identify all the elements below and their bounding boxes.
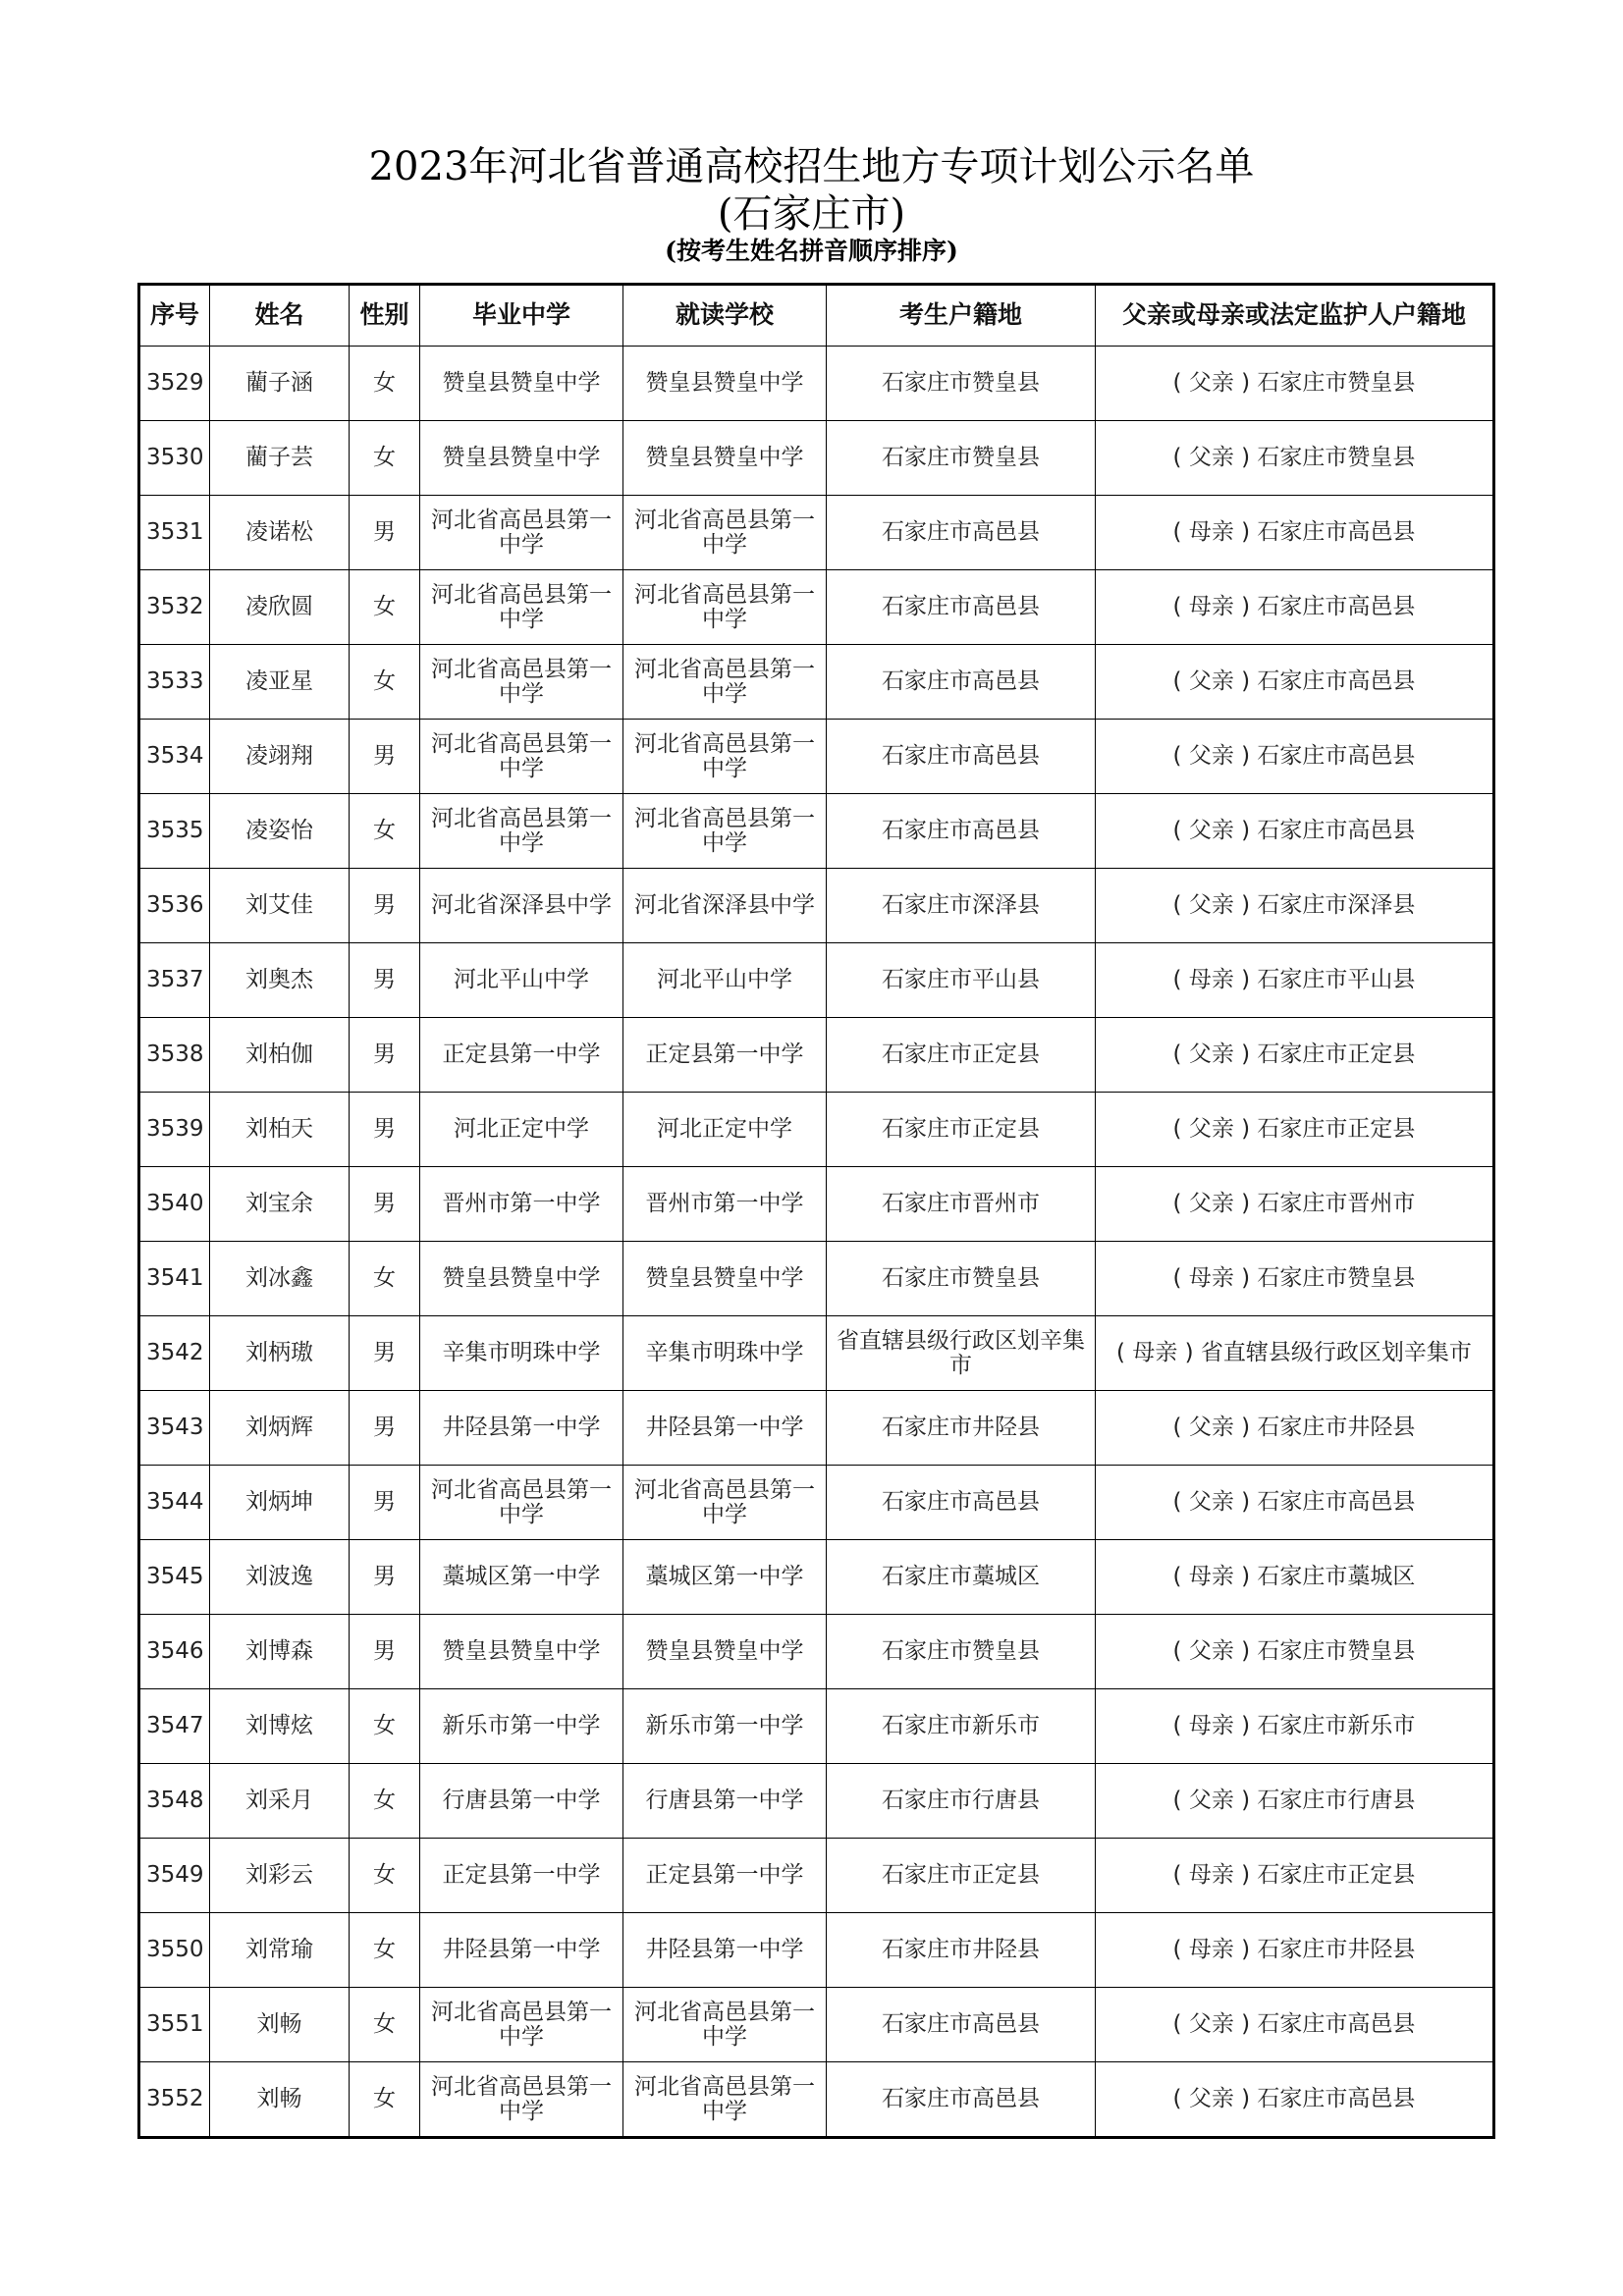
table-row bbox=[139, 1839, 1494, 1913]
cell-name: 刘柄璈 bbox=[210, 1316, 350, 1391]
cell-current-school: 赞皇县赞皇中学 bbox=[623, 421, 827, 496]
cell-serial: 3551 bbox=[139, 1988, 210, 2062]
header-guardian-residence: 父亲或母亲或法定监护人户籍地 bbox=[1096, 285, 1494, 347]
cell-gender: 男 bbox=[350, 720, 420, 794]
cell-name: 凌欣圆 bbox=[210, 570, 350, 645]
cell-serial: 3547 bbox=[139, 1689, 210, 1764]
cell-gender: 男 bbox=[350, 1167, 420, 1242]
cell-gender: 男 bbox=[350, 1018, 420, 1093]
cell-gender: 女 bbox=[350, 1242, 420, 1316]
cell-guardian-residence: ( 母亲 ) 石家庄市藁城区 bbox=[1096, 1540, 1494, 1615]
cell-serial: 3539 bbox=[139, 1093, 210, 1167]
header-student-residence: 考生户籍地 bbox=[827, 285, 1096, 347]
cell-graduation-school: 赞皇县赞皇中学 bbox=[420, 421, 623, 496]
cell-serial: 3549 bbox=[139, 1839, 210, 1913]
cell-student-residence: 石家庄市正定县 bbox=[827, 1839, 1096, 1913]
header-graduation-school: 毕业中学 bbox=[420, 285, 623, 347]
table-row bbox=[139, 1167, 1494, 1242]
cell-graduation-school: 井陉县第一中学 bbox=[420, 1913, 623, 1988]
cell-serial: 3538 bbox=[139, 1018, 210, 1093]
cell-name: 刘冰鑫 bbox=[210, 1242, 350, 1316]
cell-guardian-residence: ( 父亲 ) 石家庄市正定县 bbox=[1096, 1093, 1494, 1167]
cell-guardian-residence: ( 母亲 ) 石家庄市井陉县 bbox=[1096, 1913, 1494, 1988]
cell-gender: 男 bbox=[350, 1466, 420, 1540]
cell-student-residence: 石家庄市深泽县 bbox=[827, 869, 1096, 943]
cell-name: 刘艾佳 bbox=[210, 869, 350, 943]
cell-student-residence: 石家庄市正定县 bbox=[827, 1093, 1096, 1167]
cell-name: 刘畅 bbox=[210, 1988, 350, 2062]
document-title: 2023年河北省普通高校招生地方专项计划公示名单 bbox=[368, 144, 1255, 189]
cell-guardian-residence: ( 母亲 ) 石家庄市正定县 bbox=[1096, 1839, 1494, 1913]
cell-guardian-residence: ( 母亲 ) 省直辖县级行政区划辛集市 bbox=[1096, 1316, 1494, 1391]
cell-serial: 3544 bbox=[139, 1466, 210, 1540]
header-gender: 性别 bbox=[350, 285, 420, 347]
cell-name: 刘柏天 bbox=[210, 1093, 350, 1167]
cell-gender: 女 bbox=[350, 645, 420, 720]
cell-gender: 女 bbox=[350, 1689, 420, 1764]
table-row bbox=[139, 943, 1494, 1018]
cell-name: 刘炳坤 bbox=[210, 1466, 350, 1540]
header-name: 姓名 bbox=[210, 285, 350, 347]
cell-name: 刘畅 bbox=[210, 2062, 350, 2138]
cell-name: 凌翊翔 bbox=[210, 720, 350, 794]
cell-student-residence: 石家庄市高邑县 bbox=[827, 1466, 1096, 1540]
cell-guardian-residence: ( 母亲 ) 石家庄市赞皇县 bbox=[1096, 1242, 1494, 1316]
cell-name: 刘波逸 bbox=[210, 1540, 350, 1615]
cell-name: 刘炳辉 bbox=[210, 1391, 350, 1466]
cell-student-residence: 石家庄市高邑县 bbox=[827, 570, 1096, 645]
cell-student-residence: 石家庄市高邑县 bbox=[827, 720, 1096, 794]
cell-student-residence: 石家庄市高邑县 bbox=[827, 496, 1096, 570]
cell-guardian-residence: ( 父亲 ) 石家庄市赞皇县 bbox=[1096, 1615, 1494, 1689]
cell-current-school: 正定县第一中学 bbox=[623, 1839, 827, 1913]
cell-student-residence: 石家庄市井陉县 bbox=[827, 1391, 1096, 1466]
table-row bbox=[139, 2062, 1494, 2138]
cell-current-school: 河北省高邑县第一中学 bbox=[623, 1466, 827, 1540]
table-row bbox=[139, 1018, 1494, 1093]
cell-serial: 3534 bbox=[139, 720, 210, 794]
cell-student-residence: 石家庄市行唐县 bbox=[827, 1764, 1096, 1839]
cell-serial: 3535 bbox=[139, 794, 210, 869]
cell-current-school: 井陉县第一中学 bbox=[623, 1913, 827, 1988]
table-row bbox=[139, 720, 1494, 794]
cell-guardian-residence: ( 父亲 ) 石家庄市深泽县 bbox=[1096, 869, 1494, 943]
table-body bbox=[139, 347, 1494, 2138]
cell-current-school: 新乐市第一中学 bbox=[623, 1689, 827, 1764]
cell-graduation-school: 行唐县第一中学 bbox=[420, 1764, 623, 1839]
cell-guardian-residence: ( 父亲 ) 石家庄市高邑县 bbox=[1096, 794, 1494, 869]
cell-graduation-school: 藁城区第一中学 bbox=[420, 1540, 623, 1615]
cell-name: 刘采月 bbox=[210, 1764, 350, 1839]
cell-graduation-school: 新乐市第一中学 bbox=[420, 1689, 623, 1764]
cell-guardian-residence: ( 父亲 ) 石家庄市赞皇县 bbox=[1096, 421, 1494, 496]
cell-current-school: 河北省高邑县第一中学 bbox=[623, 496, 827, 570]
table-row bbox=[139, 1615, 1494, 1689]
cell-name: 刘奥杰 bbox=[210, 943, 350, 1018]
table-row bbox=[139, 347, 1494, 421]
cell-graduation-school: 赞皇县赞皇中学 bbox=[420, 1615, 623, 1689]
cell-guardian-residence: ( 母亲 ) 石家庄市平山县 bbox=[1096, 943, 1494, 1018]
cell-current-school: 河北省高邑县第一中学 bbox=[623, 794, 827, 869]
cell-serial: 3543 bbox=[139, 1391, 210, 1466]
cell-student-residence: 石家庄市井陉县 bbox=[827, 1913, 1096, 1988]
cell-serial: 3531 bbox=[139, 496, 210, 570]
cell-gender: 女 bbox=[350, 1764, 420, 1839]
cell-name: 刘常瑜 bbox=[210, 1913, 350, 1988]
cell-current-school: 河北省高邑县第一中学 bbox=[623, 1988, 827, 2062]
cell-current-school: 河北省高邑县第一中学 bbox=[623, 645, 827, 720]
table-row bbox=[139, 794, 1494, 869]
cell-serial: 3541 bbox=[139, 1242, 210, 1316]
cell-name: 刘宝余 bbox=[210, 1167, 350, 1242]
cell-current-school: 藁城区第一中学 bbox=[623, 1540, 827, 1615]
table-row bbox=[139, 1316, 1494, 1391]
cell-guardian-residence: ( 父亲 ) 石家庄市行唐县 bbox=[1096, 1764, 1494, 1839]
cell-student-residence: 石家庄市平山县 bbox=[827, 943, 1096, 1018]
cell-current-school: 河北正定中学 bbox=[623, 1093, 827, 1167]
cell-serial: 3545 bbox=[139, 1540, 210, 1615]
cell-name: 刘博炫 bbox=[210, 1689, 350, 1764]
cell-serial: 3530 bbox=[139, 421, 210, 496]
cell-gender: 男 bbox=[350, 1540, 420, 1615]
cell-graduation-school: 河北省深泽县中学 bbox=[420, 869, 623, 943]
cell-gender: 女 bbox=[350, 1988, 420, 2062]
cell-graduation-school: 河北正定中学 bbox=[420, 1093, 623, 1167]
cell-current-school: 河北平山中学 bbox=[623, 943, 827, 1018]
cell-serial: 3540 bbox=[139, 1167, 210, 1242]
cell-guardian-residence: ( 父亲 ) 石家庄市高邑县 bbox=[1096, 1988, 1494, 2062]
cell-graduation-school: 河北省高邑县第一中学 bbox=[420, 1988, 623, 2062]
cell-graduation-school: 辛集市明珠中学 bbox=[420, 1316, 623, 1391]
cell-serial: 3542 bbox=[139, 1316, 210, 1391]
cell-graduation-school: 赞皇县赞皇中学 bbox=[420, 347, 623, 421]
cell-guardian-residence: ( 母亲 ) 石家庄市高邑县 bbox=[1096, 496, 1494, 570]
cell-current-school: 赞皇县赞皇中学 bbox=[623, 347, 827, 421]
cell-guardian-residence: ( 父亲 ) 石家庄市高邑县 bbox=[1096, 1466, 1494, 1540]
cell-current-school: 河北省深泽县中学 bbox=[623, 869, 827, 943]
cell-serial: 3550 bbox=[139, 1913, 210, 1988]
cell-graduation-school: 河北省高邑县第一中学 bbox=[420, 496, 623, 570]
cell-graduation-school: 赞皇县赞皇中学 bbox=[420, 1242, 623, 1316]
cell-graduation-school: 河北省高邑县第一中学 bbox=[420, 2062, 623, 2138]
cell-serial: 3552 bbox=[139, 2062, 210, 2138]
cell-student-residence: 石家庄市晋州市 bbox=[827, 1167, 1096, 1242]
table-row bbox=[139, 1466, 1494, 1540]
cell-guardian-residence: ( 父亲 ) 石家庄市正定县 bbox=[1096, 1018, 1494, 1093]
table-row bbox=[139, 1764, 1494, 1839]
cell-guardian-residence: ( 父亲 ) 石家庄市高邑县 bbox=[1096, 2062, 1494, 2138]
cell-gender: 男 bbox=[350, 1391, 420, 1466]
cell-student-residence: 石家庄市藁城区 bbox=[827, 1540, 1096, 1615]
table-row bbox=[139, 570, 1494, 645]
cell-gender: 男 bbox=[350, 496, 420, 570]
cell-student-residence: 石家庄市赞皇县 bbox=[827, 1615, 1096, 1689]
cell-guardian-residence: ( 父亲 ) 石家庄市晋州市 bbox=[1096, 1167, 1494, 1242]
cell-current-school: 晋州市第一中学 bbox=[623, 1167, 827, 1242]
cell-guardian-residence: ( 父亲 ) 石家庄市高邑县 bbox=[1096, 720, 1494, 794]
cell-guardian-residence: ( 父亲 ) 石家庄市高邑县 bbox=[1096, 645, 1494, 720]
cell-name: 凌亚星 bbox=[210, 645, 350, 720]
header-current-school: 就读学校 bbox=[623, 285, 827, 347]
cell-name: 藺子涵 bbox=[210, 347, 350, 421]
cell-guardian-residence: ( 父亲 ) 石家庄市井陉县 bbox=[1096, 1391, 1494, 1466]
cell-gender: 男 bbox=[350, 1316, 420, 1391]
cell-serial: 3532 bbox=[139, 570, 210, 645]
cell-current-school: 河北省高邑县第一中学 bbox=[623, 2062, 827, 2138]
cell-gender: 女 bbox=[350, 347, 420, 421]
cell-guardian-residence: ( 父亲 ) 石家庄市赞皇县 bbox=[1096, 347, 1494, 421]
cell-name: 刘彩云 bbox=[210, 1839, 350, 1913]
cell-graduation-school: 正定县第一中学 bbox=[420, 1839, 623, 1913]
cell-current-school: 行唐县第一中学 bbox=[623, 1764, 827, 1839]
cell-guardian-residence: ( 母亲 ) 石家庄市高邑县 bbox=[1096, 570, 1494, 645]
cell-graduation-school: 河北省高邑县第一中学 bbox=[420, 570, 623, 645]
cell-gender: 女 bbox=[350, 1913, 420, 1988]
city-subtitle: (石家庄市) bbox=[717, 191, 906, 237]
table-row bbox=[139, 1689, 1494, 1764]
table-row bbox=[139, 1540, 1494, 1615]
cell-gender: 男 bbox=[350, 1093, 420, 1167]
cell-current-school: 河北省高邑县第一中学 bbox=[623, 720, 827, 794]
admission-roster-table bbox=[137, 283, 1495, 2139]
cell-current-school: 正定县第一中学 bbox=[623, 1018, 827, 1093]
cell-serial: 3536 bbox=[139, 869, 210, 943]
cell-student-residence: 石家庄市高邑县 bbox=[827, 645, 1096, 720]
cell-graduation-school: 正定县第一中学 bbox=[420, 1018, 623, 1093]
cell-current-school: 赞皇县赞皇中学 bbox=[623, 1242, 827, 1316]
sort-note: (按考生姓名拼音顺序排序) bbox=[665, 237, 958, 265]
cell-graduation-school: 河北平山中学 bbox=[420, 943, 623, 1018]
table-row bbox=[139, 1391, 1494, 1466]
table-row bbox=[139, 869, 1494, 943]
cell-student-residence: 石家庄市新乐市 bbox=[827, 1689, 1096, 1764]
cell-serial: 3537 bbox=[139, 943, 210, 1018]
cell-name: 藺子芸 bbox=[210, 421, 350, 496]
cell-name: 凌诺松 bbox=[210, 496, 350, 570]
cell-name: 凌姿怡 bbox=[210, 794, 350, 869]
cell-name: 刘柏伽 bbox=[210, 1018, 350, 1093]
cell-student-residence: 石家庄市赞皇县 bbox=[827, 421, 1096, 496]
cell-student-residence: 省直辖县级行政区划辛集市 bbox=[827, 1316, 1096, 1391]
header-serial: 序号 bbox=[139, 285, 210, 347]
cell-current-school: 井陉县第一中学 bbox=[623, 1391, 827, 1466]
cell-current-school: 辛集市明珠中学 bbox=[623, 1316, 827, 1391]
cell-student-residence: 石家庄市赞皇县 bbox=[827, 347, 1096, 421]
table-row bbox=[139, 421, 1494, 496]
cell-gender: 男 bbox=[350, 943, 420, 1018]
cell-graduation-school: 井陉县第一中学 bbox=[420, 1391, 623, 1466]
cell-current-school: 河北省高邑县第一中学 bbox=[623, 570, 827, 645]
table-row bbox=[139, 1093, 1494, 1167]
cell-serial: 3529 bbox=[139, 347, 210, 421]
cell-student-residence: 石家庄市正定县 bbox=[827, 1018, 1096, 1093]
cell-gender: 女 bbox=[350, 570, 420, 645]
cell-guardian-residence: ( 母亲 ) 石家庄市新乐市 bbox=[1096, 1689, 1494, 1764]
table-row bbox=[139, 1242, 1494, 1316]
cell-gender: 男 bbox=[350, 869, 420, 943]
table-row bbox=[139, 496, 1494, 570]
cell-graduation-school: 晋州市第一中学 bbox=[420, 1167, 623, 1242]
cell-serial: 3533 bbox=[139, 645, 210, 720]
cell-gender: 女 bbox=[350, 2062, 420, 2138]
cell-gender: 女 bbox=[350, 1839, 420, 1913]
table-row bbox=[139, 645, 1494, 720]
cell-student-residence: 石家庄市高邑县 bbox=[827, 1988, 1096, 2062]
cell-name: 刘博森 bbox=[210, 1615, 350, 1689]
table-row bbox=[139, 1913, 1494, 1988]
cell-gender: 女 bbox=[350, 794, 420, 869]
table-header-row bbox=[139, 285, 1494, 347]
cell-graduation-school: 河北省高邑县第一中学 bbox=[420, 645, 623, 720]
cell-student-residence: 石家庄市高邑县 bbox=[827, 794, 1096, 869]
cell-student-residence: 石家庄市高邑县 bbox=[827, 2062, 1096, 2138]
cell-serial: 3546 bbox=[139, 1615, 210, 1689]
cell-gender: 男 bbox=[350, 1615, 420, 1689]
cell-student-residence: 石家庄市赞皇县 bbox=[827, 1242, 1096, 1316]
cell-current-school: 赞皇县赞皇中学 bbox=[623, 1615, 827, 1689]
table-row bbox=[139, 1988, 1494, 2062]
cell-graduation-school: 河北省高邑县第一中学 bbox=[420, 1466, 623, 1540]
cell-gender: 女 bbox=[350, 421, 420, 496]
cell-graduation-school: 河北省高邑县第一中学 bbox=[420, 794, 623, 869]
cell-graduation-school: 河北省高邑县第一中学 bbox=[420, 720, 623, 794]
cell-serial: 3548 bbox=[139, 1764, 210, 1839]
